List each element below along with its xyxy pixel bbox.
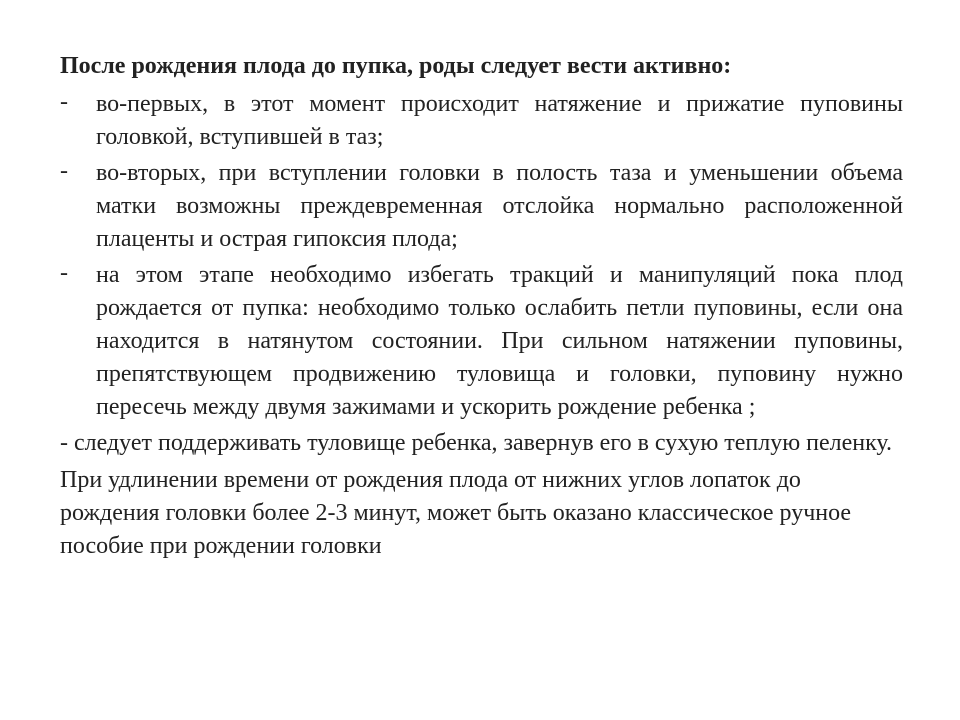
bullet-text: на этом этапе необходимо избегать тракций и манипуляций пока плод рождается от пупка: необходимо только ослабить петли пуповины, если она находится в натянутом состоянии. При сильном натяжении пуповины, препятствующем продвижению туловища и головки, пуповину нужно пересечь между двумя зажимами и ускорить рождение ребенка ; — [96, 262, 903, 420]
bullet-text: во-первых, в этот момент происходит натяжение и прижатие пуповины головкой, вступившей в таз; — [96, 91, 903, 150]
slide-content — [60, 50, 903, 567]
bullet-marker: - — [60, 158, 68, 184]
slide-heading: После рождения плода до пупка, роды следует вести активно: — [60, 53, 732, 79]
bullet-item-3 — [60, 259, 903, 424]
bullet-item-2 — [60, 157, 903, 256]
final-paragraph: При удлинении времени от рождения плода от нижних углов лопаток до рождения головки более 2-3 минут, может быть оказано классическое ручное пособие при рождении головки — [60, 467, 852, 559]
support-paragraph: - следует поддерживать туловище ребенка, завернув его в сухую теплую пеленку. — [60, 430, 893, 456]
bullet-marker: - — [60, 89, 68, 115]
bullet-item-1 — [60, 88, 903, 154]
bullet-text: во-вторых, при вступлении головки в полость таза и уменьшении объема матки возможны преждевременная отслойка нормально расположенной плаценты и острая гипоксия плода; — [96, 160, 903, 252]
bullet-marker: - — [60, 260, 68, 286]
